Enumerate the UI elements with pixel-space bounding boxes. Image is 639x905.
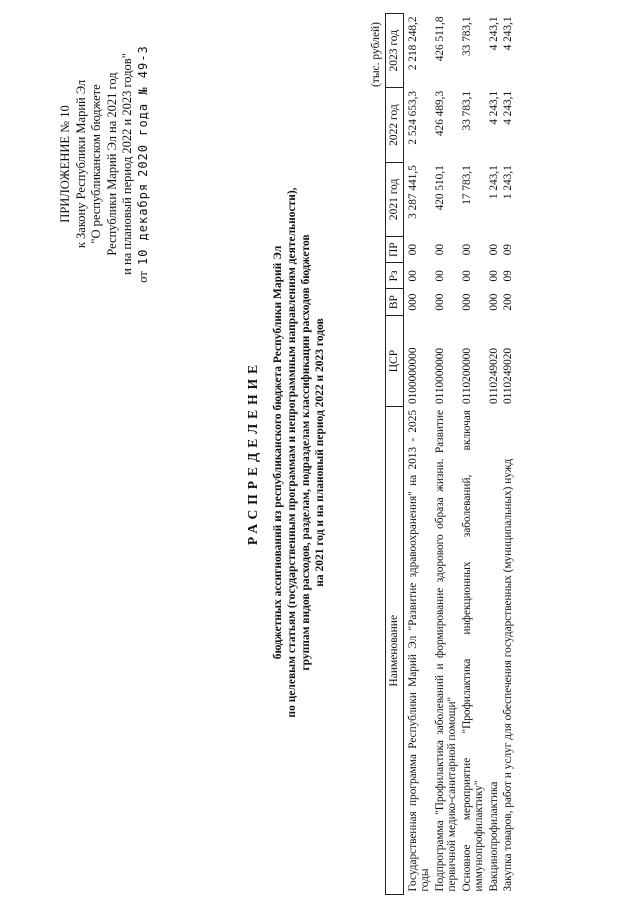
- row-2021: 3 287 441,5: [406, 165, 419, 219]
- row-vr: 000: [487, 293, 500, 311]
- row-pr: 00: [433, 244, 446, 256]
- table-header-row: [386, 14, 404, 895]
- row-vr: 200: [502, 293, 514, 311]
- row-pr: 00: [487, 244, 500, 256]
- appendix-law-title-3: и на плановый период 2022 и 2023 годов": [120, 53, 134, 275]
- row-2022: 33 783,1: [460, 90, 473, 131]
- row-2022: 4 243,1: [487, 90, 500, 125]
- row-2022: 2 524 653,3: [406, 90, 419, 145]
- row-vr: 000: [433, 293, 446, 311]
- row-2021: 420 510,1: [433, 165, 446, 211]
- appendix-number: ПРИЛОЖЕНИЕ № 10: [58, 105, 72, 223]
- document-title: [245, 0, 327, 905]
- row-name: Закупка товаров, работ и услуг для обеспечения государственных (муниципальных) нужд: [502, 458, 514, 892]
- header-2021: 2021 год: [386, 162, 404, 236]
- row-name: Государственная программа Республики Марий Эл "Развитие здравоохранения" на 2013 - 2025 годы: [406, 410, 431, 892]
- title-line-3: группам видов расходов, разделам, подразделам классификации расходов бюджетов: [300, 234, 312, 671]
- row-rz: 00: [406, 270, 419, 282]
- header-rz: Рз: [386, 263, 404, 289]
- row-2023: 426 511,8: [433, 16, 446, 62]
- row-2023: 4 243,1: [502, 16, 514, 51]
- appendix-law-title-1: "О республиканском бюджете: [89, 84, 103, 244]
- row-csr: 0110249020: [502, 347, 514, 404]
- table-row: [403, 14, 433, 895]
- header-2023: 2023 год: [386, 14, 404, 88]
- row-2021: 1 243,1: [487, 165, 500, 200]
- appendix-date: 10 декабря: [135, 182, 150, 266]
- row-2022: 4 243,1: [502, 90, 514, 125]
- row-csr: 0100000000: [406, 347, 419, 404]
- row-csr: 0110000000: [433, 347, 446, 404]
- appendix-date-line: [136, 14, 152, 314]
- row-name: Вакцинопрофилактика: [487, 781, 500, 892]
- row-2023: 4 243,1: [487, 16, 500, 51]
- row-vr: 000: [460, 293, 473, 311]
- row-2023: 33 783,1: [460, 16, 473, 57]
- header-name: Наименование: [386, 407, 404, 895]
- appendix-date-prefix: от: [135, 271, 150, 283]
- table-row: [433, 14, 460, 895]
- row-name: Подпрограмма "Профилактика заболеваний и формирование здорового образа жизни. Развитие первичной медико-санитарной помощи": [433, 410, 458, 892]
- row-2022: 426 489,3: [433, 90, 446, 137]
- appendix-block: [58, 14, 151, 314]
- table-row: [460, 14, 487, 895]
- header-vr: ВР: [386, 289, 404, 315]
- title-heading: РАСПРЕДЕЛЕНИЕ: [245, 359, 260, 546]
- row-pr: 09: [502, 244, 514, 256]
- row-vr: 000: [406, 293, 419, 311]
- row-rz: 00: [487, 270, 500, 282]
- row-2021: 17 783,1: [460, 165, 473, 205]
- title-line-2: по целевым статьям (государственным программам и непрограммным направлениям деятельности),: [286, 187, 298, 718]
- header-2022: 2022 год: [386, 88, 404, 162]
- row-pr: 00: [406, 244, 419, 256]
- row-pr: 00: [460, 244, 473, 256]
- table-row: [501, 14, 516, 895]
- title-line-1: бюджетных ассигнований из республиканского бюджета Республики Марий Эл: [272, 245, 284, 660]
- appendix-date-number: 2020 года № 49-З: [135, 45, 150, 177]
- row-rz: 09: [502, 270, 514, 282]
- title-line-4: на 2021 год и на плановый период 2022 и 2023 годов: [314, 318, 326, 587]
- allocation-table: [385, 13, 516, 895]
- units-label: (тыс. рублей): [370, 22, 382, 88]
- row-csr: 0110200000: [460, 347, 473, 404]
- appendix-law-title-2: Республики Марий Эл на 2021 год: [104, 72, 119, 256]
- appendix-law: к Закону Республики Марий Эл: [73, 79, 88, 249]
- row-2021: 1 243,1: [502, 165, 514, 200]
- header-pr: ПР: [386, 237, 404, 263]
- row-csr: 0110249020: [487, 347, 500, 404]
- table-row: [487, 14, 502, 895]
- header-csr: ЦСР: [386, 315, 404, 407]
- row-name: Основное мероприятие "Профилактика инфекционных заболеваний, включая иммунопрофилактику": [460, 410, 485, 892]
- row-2023: 2 218 248,2: [406, 16, 419, 71]
- row-rz: 00: [433, 270, 446, 282]
- row-rz: 00: [460, 270, 473, 282]
